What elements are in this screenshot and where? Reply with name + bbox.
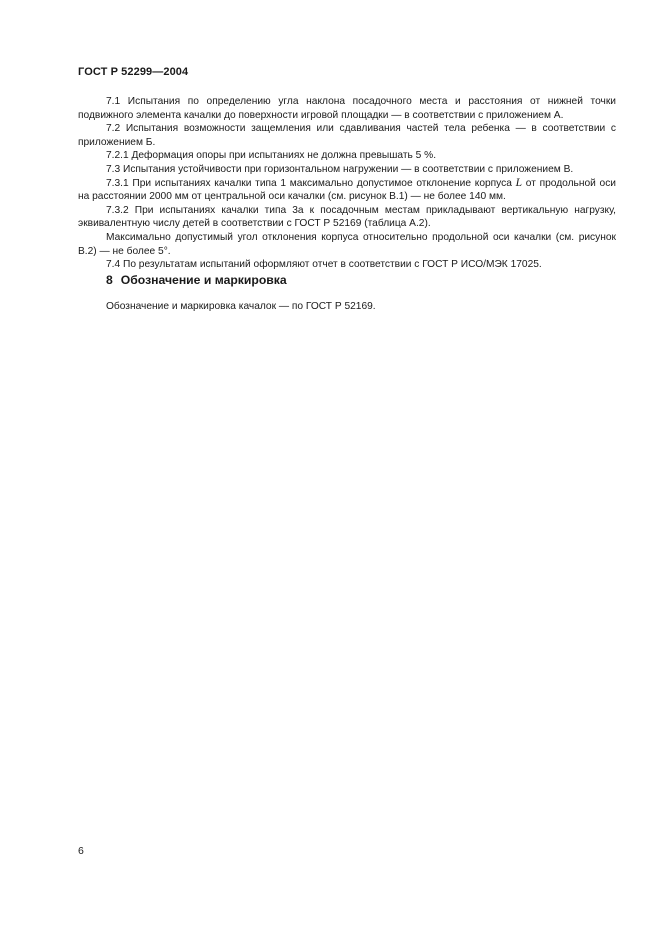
section-8-text: Обозначение и маркировка качалок — по ГОСТ Р 52169. xyxy=(106,301,376,312)
paragraph-7-4: 7.4 По результатам испытаний оформляют отчет в соответствии с ГОСТ Р ИСО/МЭК 17025. xyxy=(106,259,542,271)
paragraph-7-2: 7.2 Испытания возможности защемления или сдавливания частей тела ребенка — в соответствии с приложением Б. xyxy=(78,123,616,148)
section-8-number: 8 xyxy=(106,273,113,287)
section-7-body xyxy=(78,95,616,272)
paragraph-max-angle: Максимально допустимый угол отклонения корпуса относительно продольной оси качалки (см. рисунок В.2) — не более 5°. xyxy=(78,231,616,257)
paragraph-7-3-2: 7.3.2 При испытаниях качалки типа 3а к посадочным местам прикладывают вертикальную нагрузку, эквивалентную числу детей в соответствии с ГОСТ Р 52169 (таблица А.2). xyxy=(78,204,616,230)
deviation-symbol: L xyxy=(515,176,523,189)
paragraph-7-2-1: 7.2.1 Деформация опоры при испытаниях не должна превышать 5 %. xyxy=(106,150,437,162)
paragraph-7-3-1-text-after: от продольной оси на расстоянии 2000 мм от центральной оси качалки (см. рисунок В.1) — не более 140 мм. xyxy=(78,177,616,203)
page-number: 6 xyxy=(78,845,84,857)
section-8-title: Обозначение и маркировка xyxy=(120,273,287,287)
paragraph-7-3-1-text-before: 7.3.1 При испытаниях качалки типа 1 максимально допустимое отклонение корпуса xyxy=(106,177,516,189)
document-header: ГОСТ Р 52299—2004 xyxy=(78,66,189,78)
paragraph-7-3: 7.3 Испытания устойчивости при горизонтальном нагружении — в соответствии с приложением В. xyxy=(106,163,574,175)
paragraph-7-1: 7.1 Испытания по определению угла наклона посадочного места и расстояния от нижней точки подвижного элемента качалки до поверхности игровой площадки — в соответствии с приложением А. xyxy=(78,96,616,121)
paragraph-7-3-1 xyxy=(78,177,616,204)
section-8-heading xyxy=(106,273,287,287)
